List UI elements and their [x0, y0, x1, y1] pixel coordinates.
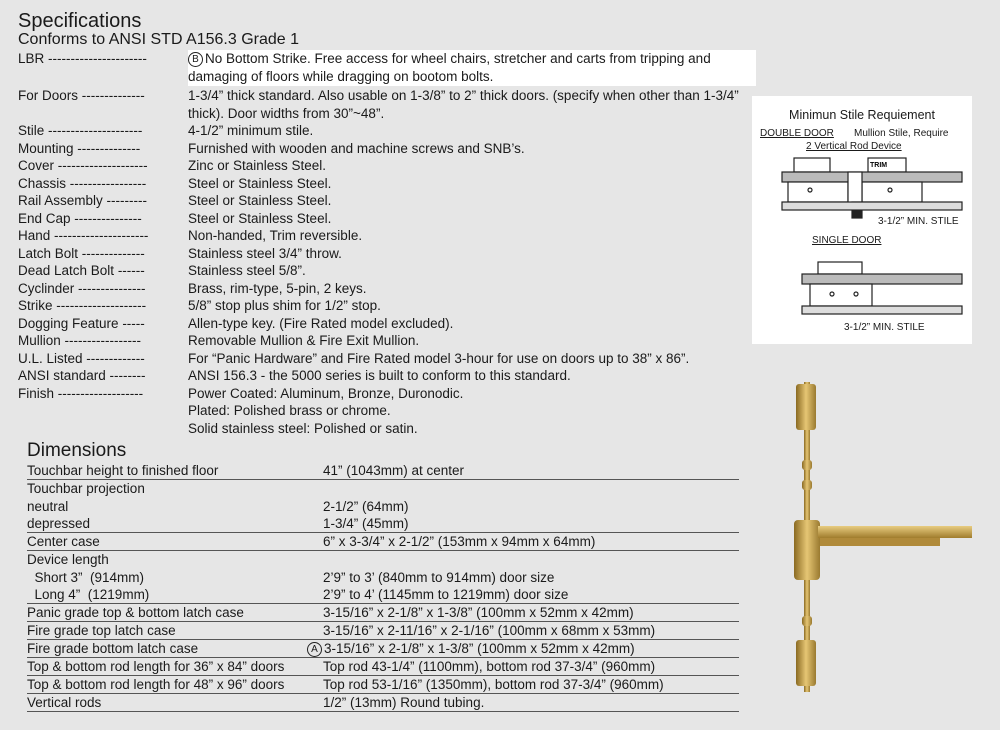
rod-device-label: 2 Vertical Rod Device — [806, 141, 902, 152]
spec-label: Cover -------------------- — [18, 158, 148, 173]
spec-value: 5/8” stop plus shim for 1/2” stop. — [188, 298, 381, 313]
dim-label: Short 3” (914mm) — [27, 569, 145, 585]
spec-label: Stile --------------------- — [18, 123, 143, 138]
dim-row — [27, 515, 739, 533]
dim-label: Long 4” (1219mm) — [27, 587, 150, 602]
min-stile-single-label: 3-1/2” MIN. STILE — [844, 322, 925, 333]
spec-value: 1-3/4” thick standard. Also usable on 1-3/8” to 2” thick doors. (specify when other than 1-3/4” thick). Door widths from 30”~48”. — [188, 88, 739, 121]
spec-value: Steel or Stainless Steel. — [188, 175, 332, 191]
specifications-subtitle: Conforms to ANSI STD A156.3 Grade 1 — [18, 31, 300, 48]
dim-label: neutral — [27, 498, 69, 514]
dim-label: Touchbar height to finished floor — [27, 463, 219, 478]
spec-label: LBR ---------------------- — [18, 51, 147, 66]
spec-value: Power Coated: Aluminum, Bronze, Duronodic. — [188, 385, 464, 401]
double-door-label: DOUBLE DOOR — [760, 128, 834, 139]
spec-label: Finish ------------------- — [18, 385, 144, 401]
dim-row — [27, 462, 739, 480]
spec-label: End Cap --------------- — [18, 210, 142, 226]
dim-label: Fire grade top latch case — [27, 623, 176, 638]
dim-label: Top & bottom rod length for 48” x 96” doors — [27, 677, 285, 692]
spec-label: For Doors -------------- — [18, 88, 145, 103]
spec-value: 4-1/2” minimum stile. — [188, 123, 314, 138]
dim-row — [27, 640, 739, 658]
dim-label: depressed — [27, 516, 91, 531]
exit-device-image — [780, 376, 980, 706]
spec-label: Rail Assembly --------- — [18, 193, 147, 208]
spec-value: Solid stainless steel: Polished or satin. — [188, 420, 418, 436]
dim-row — [27, 480, 739, 497]
dim-row — [27, 586, 739, 604]
spec-value: Plated: Polished brass or chrome. — [188, 403, 391, 418]
marker-b: B — [188, 52, 203, 67]
spec-value: Allen-type key. (Fire Rated model excluded). — [188, 315, 454, 331]
dim-label: Device length — [27, 552, 109, 567]
spec-value: Removable Mullion & Fire Exit Mullion. — [188, 333, 420, 348]
dim-label: Center case — [27, 534, 100, 549]
spec-label: Chassis ----------------- — [18, 175, 147, 191]
dim-row — [27, 604, 739, 622]
spec-value: Non-handed, Trim reversible. — [188, 228, 363, 243]
spec-label: Mounting -------------- — [18, 140, 141, 156]
trim-label: TRIM — [870, 162, 888, 169]
dim-value: 41” (1043mm) at center — [323, 463, 465, 478]
dim-value: 6” x 3-3/4” x 2-1/2” (153mm x 94mm x 64mm) — [323, 534, 596, 549]
dim-row — [27, 498, 739, 515]
spec-value: Stainless steel 5/8”. — [188, 263, 306, 278]
dim-label: Top & bottom rod length for 36” x 84” doors — [27, 659, 285, 674]
dim-value: 2’9” to 4’ (1145mm to 1219mm) door size — [323, 587, 569, 602]
dim-row — [27, 658, 739, 676]
spec-value: Furnished with wooden and machine screws and SNB’s. — [188, 140, 525, 156]
spec-value: ANSI 156.3 - the 5000 series is built to conform to this standard. — [188, 368, 571, 383]
dim-value: 1-3/4” (45mm) — [323, 516, 409, 531]
dim-label: Panic grade top & bottom latch case — [27, 605, 244, 620]
spec-label: U.L. Listed ------------- — [18, 350, 145, 366]
dim-label: Touchbar projection — [27, 481, 145, 496]
spec-label: ANSI standard -------- — [18, 368, 146, 383]
min-stile-double-label: 3-1/2” MIN. STILE — [878, 216, 959, 227]
stile-diagram-panel — [752, 96, 972, 344]
dimensions-title: Dimensions — [27, 440, 127, 461]
dim-row — [27, 676, 739, 694]
spec-value: Steel or Stainless Steel. — [188, 193, 332, 208]
dim-value: 2-1/2” (64mm) — [323, 498, 409, 514]
dim-row — [27, 533, 739, 551]
dim-value: 2’9” to 3’ (840mm to 914mm) door size — [323, 569, 555, 585]
dim-value: 3-15/16” x 2-1/8” x 1-3/8” (100mm x 52mm x 42mm) — [323, 605, 634, 620]
spec-label: Latch Bolt -------------- — [18, 245, 145, 261]
spec-value: Steel or Stainless Steel. — [188, 210, 332, 226]
spec-value: Brass, rim-type, 5-pin, 2 keys. — [188, 280, 367, 296]
spec-label: Mullion ----------------- — [18, 333, 141, 348]
spec-value: For “Panic Hardware” and Fire Rated model 3-hour for use on doors up to 38” x 86”. — [188, 350, 690, 366]
spec-value: Stainless steel 3/4” throw. — [188, 245, 342, 261]
dim-value-text: 3-15/16” x 2-1/8” x 1-3/8” (100mm x 52mm x 42mm) — [324, 641, 635, 656]
dim-label: Fire grade bottom latch case — [27, 641, 199, 656]
spec-value: Zinc or Stainless Steel. — [188, 158, 327, 173]
spec-value — [188, 50, 756, 86]
spec-label: Hand --------------------- — [18, 228, 149, 243]
dim-row — [27, 569, 739, 586]
spec-label: Cyclinder --------------- — [18, 280, 146, 296]
dim-row — [27, 694, 739, 712]
dim-value: Top rod 53-1/16” (1350mm), bottom rod 37-3/4” (960mm) — [323, 677, 664, 692]
spec-value-text: No Bottom Strike. Free access for wheel chairs, stretcher and carts from tripping and damaging of floors while dragging on bootom bolts. — [188, 51, 711, 84]
dim-value — [307, 640, 635, 658]
spec-label: Dogging Feature ----- — [18, 315, 145, 331]
dim-label: Vertical rods — [27, 695, 102, 710]
spec-label: Strike -------------------- — [18, 298, 147, 313]
specifications-title: Specifications — [18, 10, 142, 32]
dim-row — [27, 622, 739, 640]
stile-diagram-title: Minimun Stile Requiement — [789, 108, 935, 122]
dim-row — [27, 551, 739, 568]
mullion-note: Mullion Stile, Require — [854, 128, 949, 139]
spec-label: Dead Latch Bolt ------ — [18, 263, 145, 278]
single-door-label: SINGLE DOOR — [812, 235, 882, 246]
dim-value: Top rod 43-1/4” (1100mm), bottom rod 37-3/4” (960mm) — [323, 659, 656, 674]
marker-a: A — [307, 642, 322, 657]
dim-value: 1/2” (13mm) Round tubing. — [323, 695, 485, 710]
dim-value: 3-15/16” x 2-11/16” x 2-1/16” (100mm x 68mm x 53mm) — [323, 623, 656, 638]
